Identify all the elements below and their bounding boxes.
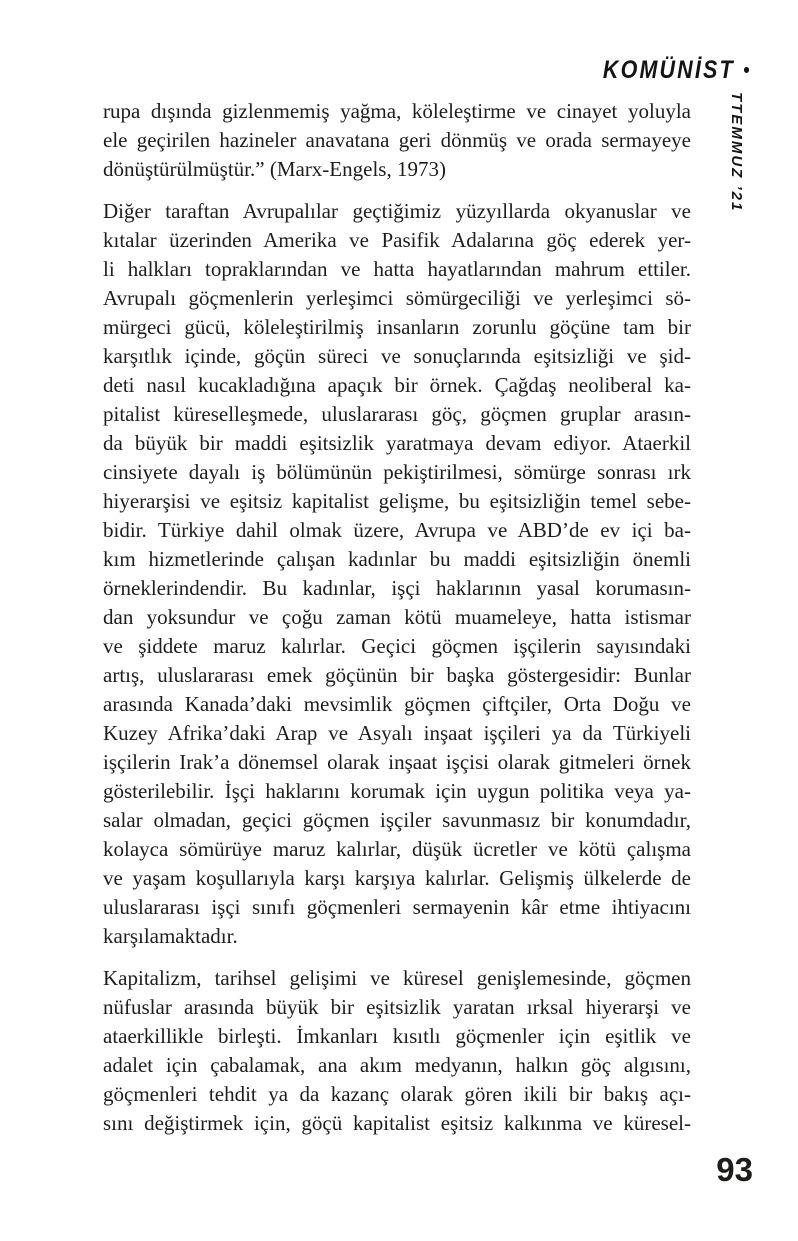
text-line: kolayca sömürüye maruz kalırlar, düşük ücretler ve kötü çalışma bbox=[103, 837, 691, 861]
text-line: arasında Kanada’daki mevsimlik göçmen çiftçiler, Orta Doğu ve bbox=[103, 692, 691, 716]
page-number: 93 bbox=[716, 1151, 753, 1188]
text-line: pitalist küreselleşmede, uluslararası göç, göçmen gruplar arasın- bbox=[103, 402, 691, 426]
text-line: Diğer taraftan Avrupalılar geçtiğimiz yüzyıllarda okyanuslar ve bbox=[103, 199, 691, 223]
text-line: artış, uluslararası emek göçünün bir başka göstergesidir: Bunlar bbox=[103, 663, 691, 687]
text-line: karşıtlık içinde, göçün süreci ve sonuçlarında eşitsizliği ve şid- bbox=[103, 344, 691, 368]
text-line: li halkları topraklarından ve hatta hayatlarından mahrum ettiler. bbox=[103, 257, 691, 281]
text-line: göçmenleri tehdit ya da kazanç olarak gören ikili bir bakış açı- bbox=[103, 1082, 691, 1106]
text-line: salar olmadan, geçici göçmen işçiler savunmasız bir konumdadır, bbox=[103, 808, 691, 832]
text-line: uluslararası işçi sınıfı göçmenleri sermayenin kâr etme ihtiyacını bbox=[103, 895, 691, 919]
text-line: nüfuslar arasında büyük bir eşitsizlik yaratan ırksal hiyerarşi ve bbox=[103, 995, 691, 1019]
issue-date-vertical: TTEMMUZ ’21 bbox=[728, 92, 745, 213]
text-line: ve şiddete maruz kalırlar. Geçici göçmen işçilerin sayısındaki bbox=[103, 634, 691, 658]
text-line: hiyerarşisi ve eşitsiz kapitalist gelişme, bu eşitsizliğin temel sebe- bbox=[103, 489, 691, 513]
text-line: cinsiyete dayalı iş bölümünün pekiştirilmesi, sömürge sonrası ırk bbox=[103, 460, 691, 484]
masthead-bullet-icon: • bbox=[743, 59, 750, 82]
paragraph bbox=[103, 964, 691, 1138]
text-line: karşılamaktadır. bbox=[103, 924, 238, 948]
text-line: ataerkillikle birleşti. İmkanları kısıtlı göçmenler için eşitlik ve bbox=[103, 1024, 691, 1048]
masthead bbox=[603, 56, 750, 85]
text-line: deti nasıl kucakladığına apaçık bir örnek. Çağdaş neoliberal ka- bbox=[103, 373, 691, 397]
text-line: da büyük bir maddi eşitsizlik yaratmaya devam ediyor. Ataerkil bbox=[103, 431, 691, 455]
article-text bbox=[103, 97, 691, 1151]
text-line: rupa dışında gizlenmemiş yağma, köleleştirme ve cinayet yoluyla bbox=[103, 99, 691, 123]
paragraph bbox=[103, 197, 691, 951]
text-line: adalet için çabalamak, ana akım medyanın, halkın göç algısını, bbox=[103, 1053, 691, 1077]
text-line: sını değiştirmek için, göçü kapitalist eşitsiz kalkınma ve küresel- bbox=[103, 1111, 691, 1135]
paragraph bbox=[103, 97, 691, 184]
text-line: kıtalar üzerinden Amerika ve Pasifik Adalarına göç ederek yer- bbox=[103, 228, 691, 252]
text-line: bidir. Türkiye dahil olmak üzere, Avrupa ve ABD’de ev içi ba- bbox=[103, 518, 691, 542]
text-line: ele geçirilen hazineler anavatana geri dönmüş ve orada sermayeye bbox=[103, 128, 691, 152]
masthead-title: KOMÜNİST bbox=[603, 56, 736, 84]
text-line: gösterilebilir. İşçi haklarını korumak için uygun politika veya ya- bbox=[103, 779, 691, 803]
text-line: kım hizmetlerinde çalışan kadınlar bu maddi eşitsizliğin önemli bbox=[103, 547, 691, 571]
text-line: işçilerin Irak’a dönemsel olarak inşaat işçisi olarak gitmeleri örnek bbox=[103, 750, 691, 774]
text-line: dan yoksundur ve çoğu zaman kötü muameleye, hatta istismar bbox=[103, 605, 691, 629]
text-line: ve yaşam koşullarıyla karşı karşıya kalırlar. Gelişmiş ülkelerde de bbox=[103, 866, 691, 890]
text-line: Kapitalizm, tarihsel gelişimi ve küresel genişlemesinde, göçmen bbox=[103, 966, 691, 990]
text-line: Kuzey Afrika’daki Arap ve Asyalı inşaat işçileri ya da Türkiyeli bbox=[103, 721, 691, 745]
text-line: mürgeci gücü, köleleştirilmiş insanların zorunlu göçüne tam bir bbox=[103, 315, 691, 339]
text-line: örneklerindendir. Bu kadınlar, işçi haklarının yasal korumasın- bbox=[103, 576, 691, 600]
text-line: dönüştürülmüştür.” (Marx-Engels, 1973) bbox=[103, 157, 446, 181]
text-line: Avrupalı göçmenlerin yerleşimci sömürgeciliği ve yerleşimci sö- bbox=[103, 286, 691, 310]
